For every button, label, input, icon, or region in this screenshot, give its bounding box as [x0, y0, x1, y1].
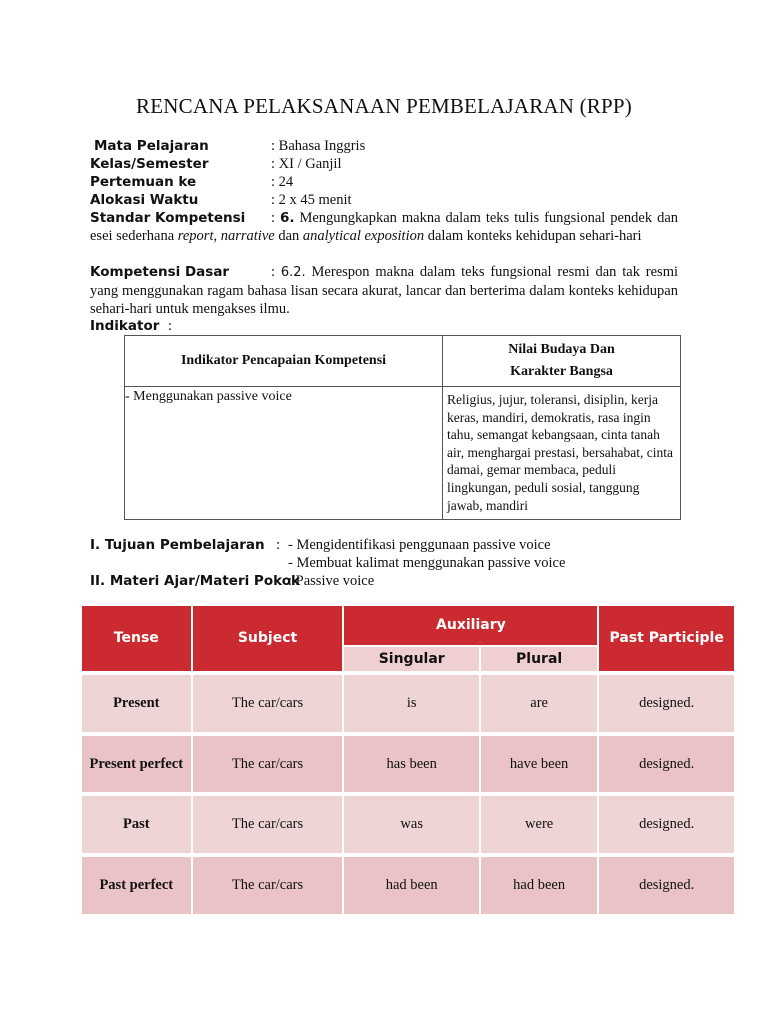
kompetensi-text: Merespon makna dalam teks fungsional resmi dan tak resmi yang menggunakan ragam bahasa lisan secara akurat, lancar dan berterima dalam konteks kehidupan sehari-hari untuk mengakses ilmu. — [90, 264, 678, 317]
nilai-cell: Religius, jujur, toleransi, disiplin, kerja keras, mandiri, demokratis, rasa ingin tahu, semangat kebangsaan, cinta tanah air, menghargai prestasi, bersahabat, cinta damai, gemar membaca, peduli lingkungan, peduli sosial, tanggung jawab, mandiri — [443, 387, 681, 520]
standar-text: Mengungkapkan makna dalam teks tulis fungsional pendek dan esei sederhana — [90, 210, 678, 244]
info-label: Alokasi Waktu — [90, 192, 199, 208]
materi-value: : Passive voice — [288, 573, 375, 589]
subject-header: Subject — [193, 606, 345, 671]
tense-cell: Past — [82, 792, 193, 853]
info-label: Mata Pelajaran — [94, 138, 209, 154]
info-label: Kelas/Semester — [90, 156, 209, 172]
tujuan-item: - Membuat kalimat menggunakan passive voice — [288, 555, 566, 571]
plural-cell: are — [481, 671, 599, 732]
standar-kompetensi — [90, 209, 678, 245]
table-row — [82, 853, 734, 914]
passive-voice-table — [82, 606, 734, 914]
singular-cell: has been — [344, 732, 480, 793]
standar-colon: : — [271, 210, 280, 226]
table-row — [82, 732, 734, 793]
standar-text-italic: report, narrative — [177, 228, 275, 244]
participle-cell: designed. — [599, 732, 734, 793]
standar-text-italic: analytical exposition — [302, 228, 425, 244]
standar-number: 6. — [279, 210, 295, 226]
tujuan-item: - Mengidentifikasi penggunaan passive voice — [288, 537, 551, 553]
subject-cell: The car/cars — [193, 732, 345, 793]
standar-text: dan — [274, 228, 303, 244]
singular-header: Singular — [344, 645, 480, 671]
kompetensi-number: 6.2. — [280, 265, 306, 280]
singular-cell: is — [344, 671, 480, 732]
table-header-row — [82, 606, 734, 645]
kompetensi-colon: : — [271, 264, 281, 280]
auxiliary-header: Auxiliary — [344, 606, 599, 645]
indikator-cell: - Menggunakan passive voice — [125, 387, 443, 520]
participle-header: Past Participle — [599, 606, 734, 671]
participle-cell: designed. — [599, 853, 734, 914]
kompetensi-dasar — [90, 263, 678, 318]
table-row — [82, 792, 734, 853]
nilai-header-line: Karakter Bangsa — [510, 364, 613, 379]
indikator-label: Indikator — [90, 318, 160, 334]
participle-cell: designed. — [599, 792, 734, 853]
subject-cell: The car/cars — [193, 853, 345, 914]
indikator-col-header: Indikator Pencapaian Kompetensi — [125, 336, 443, 387]
plural-cell: have been — [481, 732, 599, 793]
tujuan-label: I. Tujuan Pembelajaran — [90, 537, 265, 553]
nilai-header-line: Nilai Budaya Dan — [508, 342, 615, 357]
participle-cell: designed. — [599, 671, 734, 732]
nilai-col-header — [443, 336, 681, 387]
indikator-colon: : — [168, 318, 173, 334]
plural-header: Plural — [481, 645, 599, 671]
tense-header: Tense — [82, 606, 193, 671]
singular-cell: was — [344, 792, 480, 853]
info-value: : Bahasa Inggris — [271, 138, 366, 154]
materi-label: II. Materi Ajar/Materi Pokok — [90, 573, 300, 589]
table-row — [82, 671, 734, 732]
indikator-table — [124, 335, 681, 520]
standar-text: dalam konteks kehidupan sehari-hari — [424, 228, 642, 244]
info-value: : XI / Ganjil — [271, 156, 342, 172]
tense-cell: Present — [82, 671, 193, 732]
subject-cell: The car/cars — [193, 671, 345, 732]
subject-cell: The car/cars — [193, 792, 345, 853]
tujuan-colon: : — [276, 537, 281, 553]
kompetensi-label: Kompetensi Dasar — [90, 264, 230, 280]
table-row — [125, 387, 681, 520]
plural-cell: were — [481, 792, 599, 853]
info-value: : 2 x 45 menit — [271, 192, 352, 208]
singular-cell: had been — [344, 853, 480, 914]
info-value: : 24 — [271, 174, 294, 190]
tense-cell: Past perfect — [82, 853, 193, 914]
info-label: Pertemuan ke — [90, 174, 197, 190]
standar-label: Standar Kompetensi — [90, 210, 246, 226]
table-header-row — [125, 336, 681, 387]
plural-cell: had been — [481, 853, 599, 914]
tense-cell: Present perfect — [82, 732, 193, 793]
page-title: RENCANA PELAKSANAAN PEMBELAJARAN (RPP) — [136, 94, 632, 118]
